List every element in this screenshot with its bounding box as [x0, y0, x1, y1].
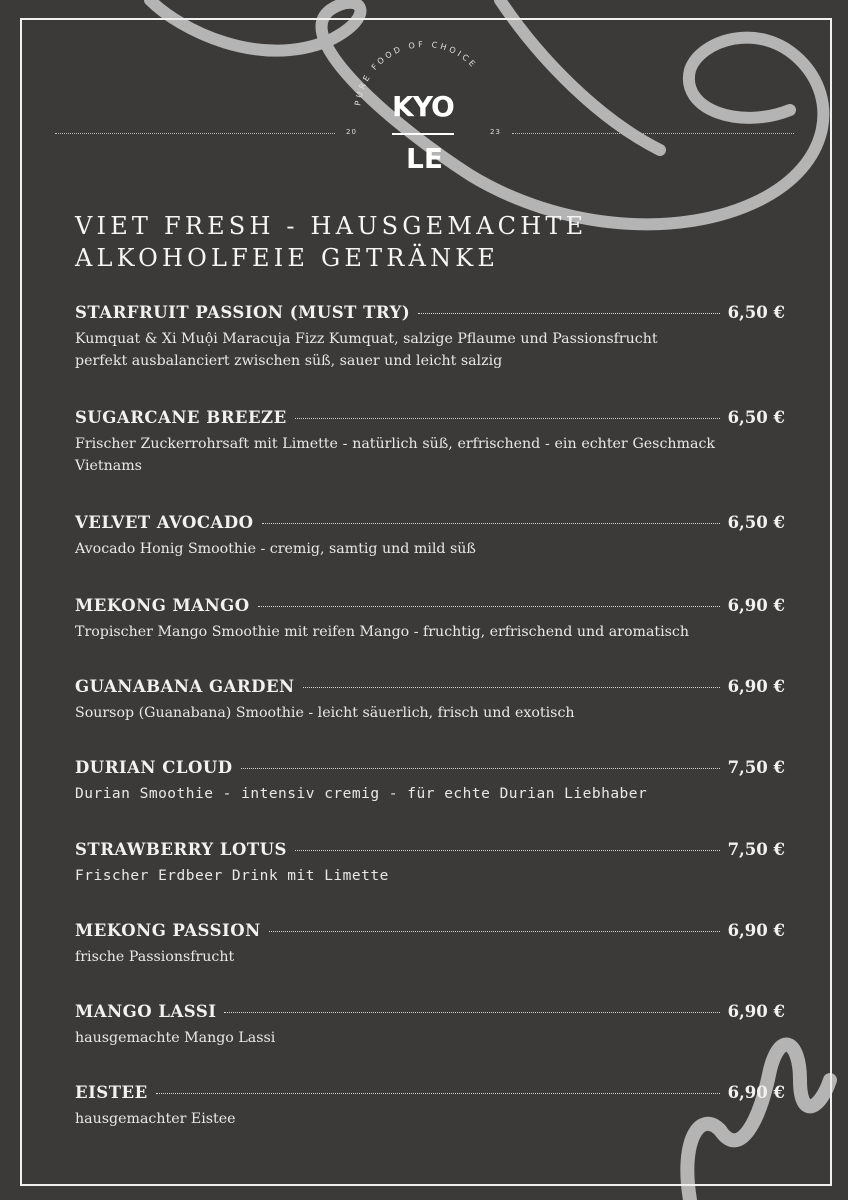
menu-item-name: SUGARCANE BREEZE [75, 408, 287, 427]
dot-leader [269, 931, 720, 932]
menu-item-price: 7,50 € [727, 758, 785, 777]
description-line: Tropischer Mango Smoothie mit reifen Mango - fruchtig, erfrischend und aromatisch [75, 624, 690, 640]
menu-item [75, 840, 785, 887]
menu-item-header [75, 1083, 785, 1102]
menu-item [75, 596, 785, 643]
menu-item-description [75, 1108, 715, 1130]
menu-item-description [75, 702, 715, 724]
menu-item-price: 6,90 € [727, 1083, 785, 1102]
menu-item-header [75, 758, 785, 777]
description-line: Soursop (Guanabana) Smoothie - leicht säuerlich, frisch und exotisch [75, 705, 575, 721]
menu-item-price: 7,50 € [727, 840, 785, 859]
menu-item [75, 1083, 785, 1130]
menu-item-price: 6,50 € [727, 408, 785, 427]
menu-item-name: GUANABANA GARDEN [75, 677, 295, 696]
menu-item-header [75, 840, 785, 859]
description-line: Frischer Erdbeer Drink mit Limette [75, 868, 389, 884]
header-rule-left [55, 133, 335, 134]
dot-leader [156, 1093, 720, 1094]
menu-item [75, 513, 785, 560]
menu-item [75, 758, 785, 805]
menu-item-name: VELVET AVOCADO [75, 513, 254, 532]
menu-item-name: STARFRUIT PASSION (MUST TRY) [75, 303, 411, 322]
menu-item-description [75, 328, 715, 372]
menu-item-price: 6,50 € [727, 513, 785, 532]
menu-item-description [75, 538, 715, 560]
dot-leader [303, 687, 720, 688]
menu-item-header [75, 596, 785, 615]
logo-divider [392, 133, 454, 135]
menu-item-price: 6,90 € [727, 1002, 785, 1021]
description-line: Durian Smoothie - intensiv cremig - für echte Durian Liebhaber [75, 786, 648, 802]
menu-item-header [75, 513, 785, 532]
menu-item [75, 408, 785, 477]
menu-item-price: 6,50 € [727, 303, 785, 322]
dot-leader [224, 1012, 719, 1013]
dot-leader [241, 768, 720, 769]
svg-text:PURE FOOD OF CHOICE: PURE FOOD OF CHOICE [353, 40, 479, 107]
logo-year-right: 23 [490, 128, 501, 136]
description-line: Frischer Zuckerrohrsaft mit Limette - natürlich süß, erfrischend - ein echter Geschmack Vietnams [75, 436, 715, 474]
menu-heading-line2: ALKOHOLFEIE GETRÄNKE [75, 244, 500, 272]
menu-item-name: STRAWBERRY LOTUS [75, 840, 287, 859]
menu-item-name: MEKONG PASSION [75, 921, 261, 940]
menu-item [75, 1002, 785, 1049]
dot-leader [295, 850, 720, 851]
menu-item-price: 6,90 € [727, 677, 785, 696]
logo-year-left: 20 [346, 128, 357, 136]
menu-item-price: 6,90 € [727, 596, 785, 615]
menu-heading [75, 210, 587, 274]
description-line: hausgemachter Eistee [75, 1111, 236, 1127]
dot-leader [262, 523, 720, 524]
dot-leader [258, 606, 720, 607]
brand-logo [340, 40, 510, 180]
logo-text-top: KYO [392, 90, 454, 123]
menu-item-description [75, 621, 715, 643]
menu-item-name: DURIAN CLOUD [75, 758, 233, 777]
logo-text-bottom: LE [406, 142, 443, 175]
menu-item-name: EISTEE [75, 1083, 148, 1102]
menu-item-header [75, 1002, 785, 1021]
menu-item-header [75, 677, 785, 696]
menu-item [75, 921, 785, 968]
description-line: Kumquat & Xi Muội Maracuja Fizz Kumquat, salzige Pflaume und Passionsfrucht [75, 331, 658, 347]
header-rule-right [512, 133, 794, 134]
menu-heading-line1: VIET FRESH - HAUSGEMACHTE [75, 212, 588, 240]
description-line: perfekt ausbalanciert zwischen süß, sauer und leicht salzig [75, 353, 503, 369]
menu-item-header [75, 303, 785, 322]
menu-item [75, 303, 785, 372]
dot-leader [295, 418, 720, 419]
description-line: frische Passionsfrucht [75, 949, 235, 965]
menu-item-description [75, 865, 715, 887]
menu-item-description [75, 1027, 715, 1049]
dot-leader [418, 313, 719, 314]
menu-item-description [75, 433, 715, 477]
menu-item-header [75, 921, 785, 940]
menu-item-description [75, 946, 715, 968]
description-line: Avocado Honig Smoothie - cremig, samtig und mild süß [75, 541, 476, 557]
menu-item-description [75, 783, 715, 805]
menu-item-price: 6,90 € [727, 921, 785, 940]
menu-item-name: MANGO LASSI [75, 1002, 217, 1021]
menu-item-name: MEKONG MANGO [75, 596, 250, 615]
menu-item-header [75, 408, 785, 427]
menu-item [75, 677, 785, 724]
description-line: hausgemachte Mango Lassi [75, 1030, 276, 1046]
